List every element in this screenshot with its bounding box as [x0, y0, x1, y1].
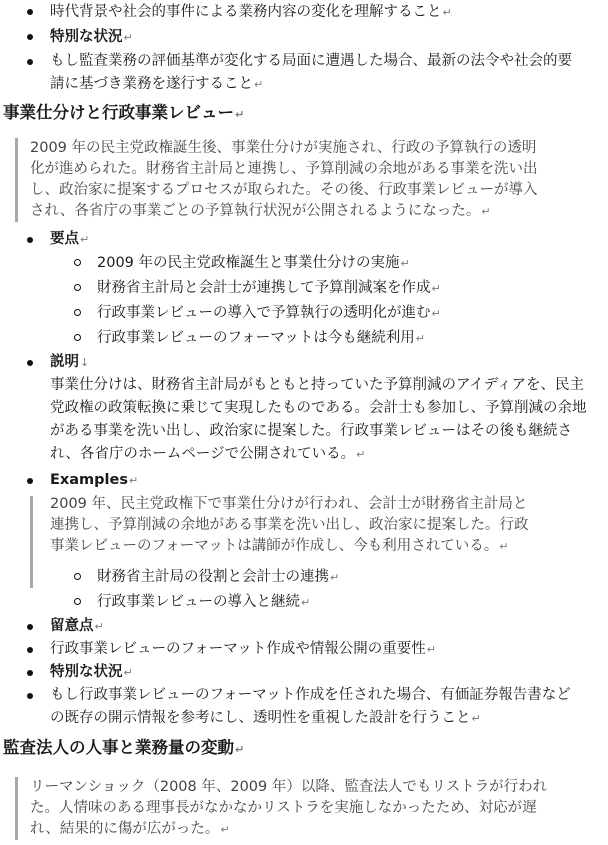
sublist-item — [0, 276, 608, 301]
notes-list — [0, 615, 608, 730]
list-item — [0, 228, 608, 251]
list-item — [0, 25, 608, 50]
blockquote-text: リーマンショック（2008 年、2009 年）以降、監査法人でもリストラが行われた。人情味のある理事長がなかなかリストラを実施しなかったため、対応が遅れ、結果的に傷が広がった。 — [30, 779, 548, 837]
explanation-list — [0, 351, 608, 374]
special-label: 特別な状況 — [50, 664, 123, 680]
paragraph-mark: ↵ — [123, 666, 133, 679]
explanation-text — [0, 374, 590, 466]
examples-label: Examples — [50, 472, 128, 488]
paragraph-mark: ↵ — [235, 743, 245, 756]
paragraph-mark: ↵ — [431, 282, 441, 295]
list-item — [0, 0, 608, 25]
sublist-item — [0, 326, 608, 351]
blockquote — [15, 138, 550, 222]
blockquote — [15, 777, 550, 840]
list-item-text: 時代背景や社会的事件による業務内容の変化を理解すること — [50, 4, 442, 20]
paragraph-mark: ↵ — [80, 233, 90, 246]
paragraph-mark: ↵ — [235, 108, 245, 121]
section-heading-text: 監査法人の人事と業務量の変動 — [3, 738, 234, 757]
sublist-item-text: 2009 年の民主党政権誕生と事業仕分けの実施 — [97, 255, 400, 271]
sublist-item — [0, 301, 608, 326]
notes-text: 行政事業レビューのフォーマット作成や情報公開の重要性 — [50, 641, 426, 657]
section-heading-text: 事業仕分けと行政事業レビュー — [3, 103, 234, 122]
key-points-list — [0, 228, 608, 251]
section-heading — [0, 100, 608, 128]
paragraph-mark: ↵ — [499, 540, 509, 553]
list-item — [0, 351, 608, 374]
blockquote — [50, 494, 540, 557]
paragraph-mark: ↵ — [400, 257, 410, 270]
blockquote-text: 2009 年、民主党政権下で事業仕分けが行われ、会計士が財務省主計局と連携し、予算削減の余地がある事業を洗い出し、政治家に提案した。行政事業レビューのフォーマットは講師が作成し、今も利用されている。 — [50, 496, 529, 554]
paragraph-mark: ↵ — [442, 6, 452, 19]
special-text: もし行政事業レビューのフォーマット作成を任された場合、有価証券報告書などの既存の開示情報を参考にし、透明性を重視した設計を行うこと — [50, 687, 571, 726]
line-break-mark: ↓ — [80, 356, 90, 369]
paragraph-mark: ↵ — [123, 31, 133, 44]
sublist-item-text: 財務省主計局と会計士が連携して予算削減案を作成 — [97, 280, 431, 296]
examples-list — [0, 469, 608, 492]
paragraph-mark: ↵ — [128, 474, 139, 487]
paragraph-mark: ↵ — [356, 448, 366, 461]
paragraph-mark: ↵ — [330, 571, 340, 584]
paragraph-mark: ↵ — [301, 596, 311, 609]
paragraph-mark: ↵ — [481, 205, 491, 218]
top-bullet-list — [0, 0, 608, 96]
sublist-item-text: 行政事業レビューのフォーマットは今も継続利用 — [97, 330, 415, 346]
list-item-text: もし監査業務の評価基準が変化する局面に遭遇した場合、最新の法令や社会的要請に基づき業務を遂行すること — [50, 53, 572, 92]
list-item — [0, 684, 608, 730]
paragraph-mark: ↵ — [220, 823, 230, 836]
key-points-label: 要点 — [50, 231, 79, 247]
explanation-body: 事業仕分けは、財務省主計局がもともと持っていた予算削減のアイディアを、民主党政権の政策転換に乗じて実現したものである。会計士も参加し、予算削減の余地がある事業を洗い出し、政治家に提案した。行政事業レビューはその後も継続され、各省庁のホームページで公開されている。 — [50, 377, 587, 462]
paragraph-mark: ↵ — [471, 712, 481, 725]
paragraph-mark: ↵ — [431, 307, 441, 320]
section-heading — [0, 735, 608, 763]
sublist-item-text: 行政事業レビューの導入で予算執行の透明化が進む — [97, 305, 431, 321]
blockquote-text: 2009 年の民主党政権誕生後、事業仕分けが実施され、行政の予算執行の透明化が進められた。財務省主計局と連携し、予算削減の余地がある事業を洗い出し、政治家に提案するプロセスが取られた。その後、行政事業レビューが導入され、各省庁の事業ごとの予算執行状況が公開されるようになった。 — [30, 140, 538, 219]
sublist-item — [0, 251, 608, 276]
list-item-text: 特別な状況 — [50, 29, 123, 45]
paragraph-mark: ↵ — [254, 78, 264, 91]
explanation-label: 説明 — [50, 354, 79, 370]
examples-quote-wrap — [0, 494, 608, 557]
sublist-item-text: 財務省主計局の役割と会計士の連携 — [97, 569, 329, 585]
list-item — [0, 661, 608, 684]
paragraph-mark: ↵ — [415, 332, 425, 345]
paragraph-mark: ↵ — [426, 643, 436, 656]
examples-sublist — [0, 565, 608, 615]
sublist-item — [0, 565, 608, 590]
sublist-item-text: 行政事業レビューの導入と継続 — [97, 594, 300, 610]
list-item — [0, 50, 608, 96]
list-item — [0, 469, 608, 492]
paragraph-mark: ↵ — [94, 620, 104, 633]
sublist-item — [0, 590, 608, 615]
list-item — [0, 638, 608, 661]
notes-label: 留意点 — [50, 618, 94, 634]
key-points-sublist — [0, 251, 608, 351]
list-item — [0, 615, 608, 638]
